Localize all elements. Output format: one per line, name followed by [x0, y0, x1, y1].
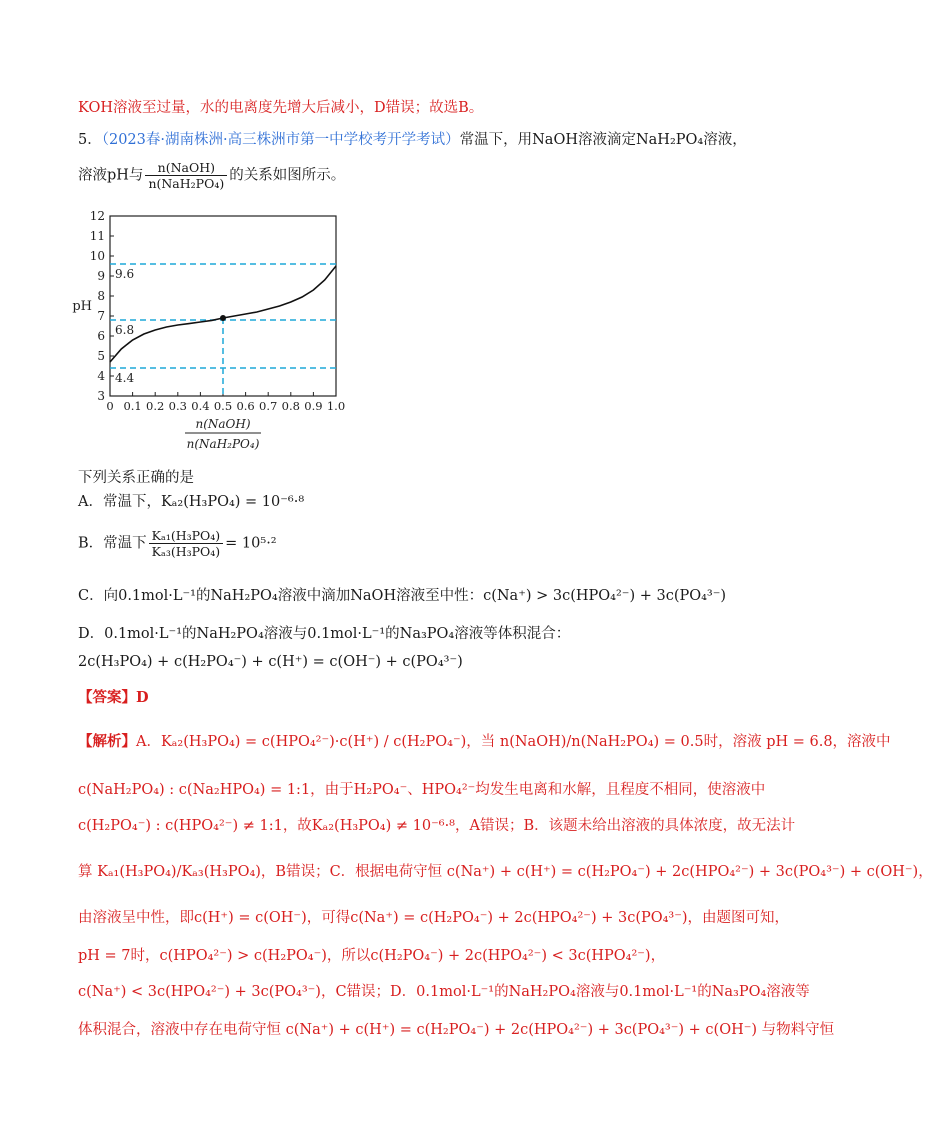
ph-curve: [110, 266, 336, 362]
x-tick-label: 1.0: [326, 399, 346, 413]
answer-line: 【答案】D: [78, 689, 149, 706]
question-text-2a: 溶液pH与: [78, 167, 144, 184]
reference-label: 9.6: [115, 267, 135, 281]
fraction-denominator: n(NaH₂PO₄): [145, 175, 227, 191]
reference-label: 6.8: [115, 323, 135, 337]
x-tick-label: 0.6: [236, 399, 255, 413]
question-source: （2023春·湖南株洲·高三株洲市第一中学校考开学考试）: [101, 132, 460, 148]
question-number: 5．: [78, 132, 102, 148]
y-tick-label: 5: [97, 349, 105, 363]
analysis-line-3: c(H₂PO₄⁻) : c(HPO₄²⁻) ≠ 1:1，故Kₐ₂(H₃PO₄) ≠ 10⁻⁶·⁸，A错误；B．该题未给出溶液的具体浓度，故无法计: [78, 818, 796, 834]
option-c: C．向0.1mol·L⁻¹的NaH₂PO₄溶液中滴加NaOH溶液至中性：c(Na⁺) > 3c(HPO₄²⁻) + 3c(PO₄³⁻): [78, 588, 727, 604]
y-axis-label: pH: [72, 299, 92, 314]
question-fraction: [145, 160, 227, 191]
options-prompt: 下列关系正确的是: [78, 470, 194, 486]
question-line-2: [78, 160, 345, 191]
analysis-line-2: c(NaH₂PO₄) : c(Na₂HPO₄) = 1:1，由于H₂PO₄⁻、HPO₄²⁻均发生电离和水解，且程度不相同，使溶液中: [78, 782, 766, 798]
previous-answer-tail: KOH溶液至过量，水的电离度先增大后减小，D错误；故选B。: [78, 100, 484, 116]
analysis-line-1: [78, 730, 891, 751]
option-b-denominator: Kₐ₃(H₃PO₄): [149, 543, 224, 559]
y-tick-label: 8: [97, 289, 105, 303]
analysis-line-6: pH = 7时，c(HPO₄²⁻) > c(H₂PO₄⁻)，所以c(H₂PO₄⁻) + 2c(HPO₄²⁻) < 3c(HPO₄²⁻)，: [78, 948, 666, 964]
y-tick-label: 10: [89, 249, 105, 263]
x-tick-label: 0: [106, 399, 114, 413]
option-d-equation: 2c(H₃PO₄) + c(H₂PO₄⁻) + c(H⁺) = c(OH⁻) + c(PO₄³⁻): [78, 654, 463, 670]
chart-axes: [72, 209, 345, 451]
y-tick-label: 3: [97, 389, 105, 403]
option-b-fraction: [149, 528, 224, 559]
x-tick-label: 0.9: [304, 399, 323, 413]
option-a: A．常温下，Kₐ₂(H₃PO₄) = 10⁻⁶·⁸: [78, 494, 305, 510]
option-d: D．0.1mol·L⁻¹的NaH₂PO₄溶液与0.1mol·L⁻¹的Na₃PO₄溶液等体积混合：: [78, 626, 571, 642]
analysis-tag: 【解析】: [78, 733, 136, 750]
reference-label: 4.4: [115, 371, 135, 385]
analysis-line-5: 由溶液呈中性，即c(H⁺) = c(OH⁻)，可得c(Na⁺) = c(H₂PO₄⁻) + 2c(HPO₄²⁻) + 3c(PO₄³⁻)，由题图可知，: [78, 910, 790, 926]
question-text-1: 常温下，用NaOH溶液滴定NaH₂PO₄溶液，: [459, 132, 747, 148]
x-tick-label: 0.1: [123, 399, 142, 413]
option-b-value: = 10⁵·²: [225, 535, 277, 552]
option-b: [78, 528, 277, 559]
x-tick-label: 0.3: [168, 399, 187, 413]
y-tick-label: 7: [97, 309, 105, 323]
x-tick-label: 0.4: [191, 399, 210, 413]
x-axis-label-numerator: n(NaOH): [195, 417, 251, 431]
x-tick-label: 0.5: [213, 399, 233, 413]
half-titration-point: [220, 315, 226, 321]
y-tick-label: 11: [89, 229, 105, 243]
x-tick-label: 0.2: [146, 399, 165, 413]
x-tick-label: 0.7: [259, 399, 278, 413]
x-tick-label: 0.8: [281, 399, 300, 413]
question-header: [78, 128, 747, 149]
analysis-line-7: c(Na⁺) < 3c(HPO₄²⁻) + 3c(PO₄³⁻)，C错误；D．0.1mol·L⁻¹的NaH₂PO₄溶液与0.1mol·L⁻¹的Na₃PO₄溶液等: [78, 984, 810, 1000]
option-b-prefix: B．常温下: [78, 535, 147, 552]
y-tick-label: 9: [97, 269, 105, 283]
fraction-numerator: n(NaOH): [157, 160, 215, 175]
analysis-line-8: 体积混合，溶液中存在电荷守恒 c(Na⁺) + c(H⁺) = c(H₂PO₄⁻) + 2c(HPO₄²⁻) + 3c(PO₄³⁻) + c(OH⁻) 与物料守恒: [78, 1022, 835, 1038]
y-tick-label: 4: [97, 369, 105, 383]
analysis-line-4: 算 Kₐ₁(H₃PO₄)/Kₐ₃(H₃PO₄)，B错误；C．根据电荷守恒 c(Na⁺) + c(H⁺) = c(H₂PO₄⁻) + 2c(HPO₄²⁻) + 3c(PO₄³⁻) + c(OH⁻)，: [78, 864, 933, 880]
x-axis-label-denominator: n(NaH₂PO₄): [186, 437, 260, 451]
y-tick-label: 12: [89, 209, 105, 223]
ph-titration-chart: [72, 208, 354, 451]
option-b-numerator: Kₐ₁(H₃PO₄): [151, 528, 221, 543]
question-text-2b: 的关系如图所示。: [229, 167, 346, 184]
y-tick-label: 6: [97, 329, 105, 343]
analysis-text-1: A．Kₐ₂(H₃PO₄) = c(HPO₄²⁻)·c(H⁺) / c(H₂PO₄⁻)，当 n(NaOH)/n(NaH₂PO₄) = 0.5时，溶液 pH = 6.8，溶液中: [136, 734, 891, 750]
